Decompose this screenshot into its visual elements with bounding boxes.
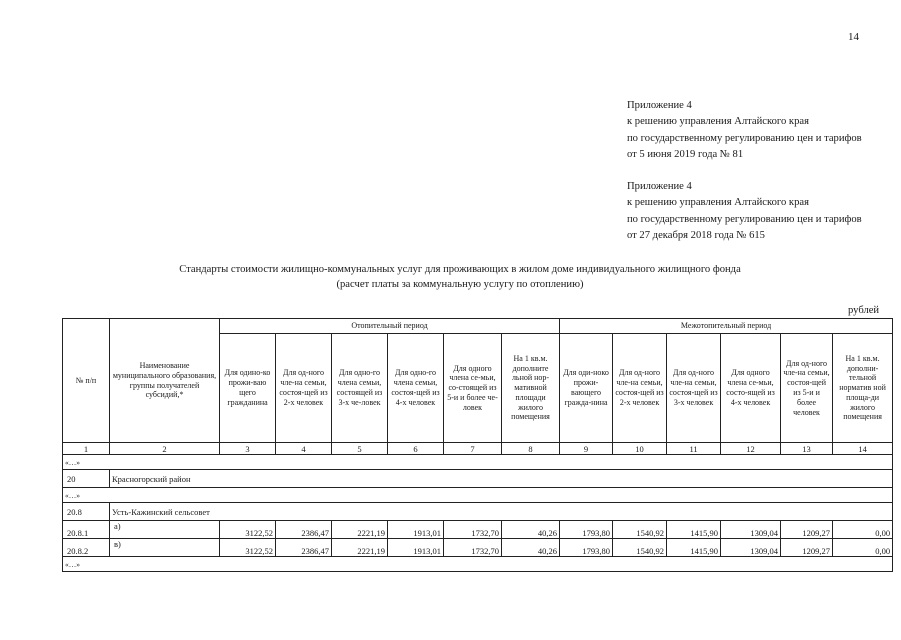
row-value: 1913,01 [388,539,444,557]
row-value: 0,00 [833,539,893,557]
table-row [63,521,893,539]
page-number: 14 [848,31,859,43]
header-sub: Для од-ного чле-на семьи, состоя-щей из 3-х человек [667,334,721,443]
column-number: 9 [560,443,613,455]
column-number: 8 [502,443,560,455]
ellipsis-mark: «…» [63,557,893,572]
column-number: 13 [781,443,833,455]
header-sub: Для од-ного чле-на семьи, состоя-щей из 2-х человек [276,334,332,443]
row-value: 3122,52 [220,539,276,557]
header-sub: На 1 кв.м. дополни-тельной норматив ной площа-ди жилого помещения [833,334,893,443]
row-value: 1913,01 [388,521,444,539]
column-number: 3 [220,443,276,455]
row-label: в) [110,539,220,557]
row-value: 1309,04 [721,539,781,557]
council-row [63,503,893,521]
ellipsis-row [63,455,893,470]
header-sub: Для одино-ко прожи-ваю щего гражданина [220,334,276,443]
row-code: 20.8.2 [63,539,110,557]
row-code: 20.8.1 [63,521,110,539]
row-value: 1415,90 [667,539,721,557]
header-row-group [63,319,893,334]
title-subline: (расчет платы за коммунальную услугу по отоплению) [336,279,584,290]
column-number: 6 [388,443,444,455]
table-row [63,539,893,557]
appendix-block-original [627,179,862,244]
ellipsis-row [63,557,893,572]
appendix-line: Приложение 4 [627,181,692,192]
header-sub: Для одно-го члена семьи, состоя-щей из 4-х человек [388,334,444,443]
row-value: 1209,27 [781,539,833,557]
column-number: 11 [667,443,721,455]
row-value: 1732,70 [444,521,502,539]
column-number: 7 [444,443,502,455]
appendix-line: от 5 июня 2019 года № 81 [627,148,744,160]
district-row [63,470,893,488]
document-title [60,262,860,292]
row-value: 40,26 [502,521,560,539]
header-sub: Для од-ного чле-на семьи, состоя-щей из 2-х человек [613,334,667,443]
row-value: 1309,04 [721,521,781,539]
row-value: 1793,80 [560,539,613,557]
column-number: 10 [613,443,667,455]
row-value: 1540,92 [613,539,667,557]
row-label: а) [110,521,220,539]
row-value: 2221,19 [332,521,388,539]
row-value: 3122,52 [220,521,276,539]
row-value: 0,00 [833,521,893,539]
council-name: Усть-Кажинский сельсовет [110,503,893,521]
ellipsis-mark: «…» [63,488,893,503]
row-value: 1793,80 [560,521,613,539]
row-value: 2386,47 [276,521,332,539]
appendix-line: по государственному регулированию цен и тарифов [627,132,862,144]
column-number: 14 [833,443,893,455]
row-value: 1732,70 [444,539,502,557]
district-code: 20 [63,470,110,488]
header-interheating-period: Межотопительный период [560,319,893,334]
appendix-line: к решению управления Алтайского края [627,197,809,209]
row-value: 2221,19 [332,539,388,557]
title-line: Стандарты стоимости жилищно-коммунальных услуг для проживающих в жилом доме индивидуального жилищного фонда [179,264,741,275]
header-sub: Для одно-го члена семьи, состоящей из 3-х че-ловек [332,334,388,443]
header-col-name: Наименование муниципального образования, группы получателей субсидий,* [110,319,220,443]
cost-standards-table [62,318,893,572]
row-value: 1540,92 [613,521,667,539]
appendix-line: по государственному регулированию цен и тарифов [627,213,862,225]
district-name: Красногорский район [110,470,893,488]
header-col-no: № п/п [63,319,110,443]
row-value: 40,26 [502,539,560,557]
units-label: рублей [848,305,880,316]
appendix-line: от 27 декабря 2018 года № 615 [627,229,765,241]
row-value: 1209,27 [781,521,833,539]
header-heating-period: Отопительный период [220,319,560,334]
column-number: 1 [63,443,110,455]
appendix-block-current [627,98,862,163]
header-sub: Для од-ного чле-на семьи, состоя-щей из 5-и и более человек [781,334,833,443]
header-sub: Для оди-ноко прожи-вающего гражда-нина [560,334,613,443]
header-sub: На 1 кв.м. дополните льной нор-мативной площади жилого помещения [502,334,560,443]
column-number: 2 [110,443,220,455]
column-number-row [63,443,893,455]
header-sub: Для одного члена се-мьи, состо-ящей из 4-х человек [721,334,781,443]
ellipsis-mark: «…» [63,455,893,470]
column-number: 5 [332,443,388,455]
row-value: 1415,90 [667,521,721,539]
column-number: 12 [721,443,781,455]
appendix-line: Приложение 4 [627,100,692,111]
appendix-line: к решению управления Алтайского края [627,116,809,128]
council-code: 20.8 [63,503,110,521]
header-sub: Для одного члена се-мьи, со-стоящей из 5-и и более че-ловек [444,334,502,443]
ellipsis-row [63,488,893,503]
column-number: 4 [276,443,332,455]
row-value: 2386,47 [276,539,332,557]
